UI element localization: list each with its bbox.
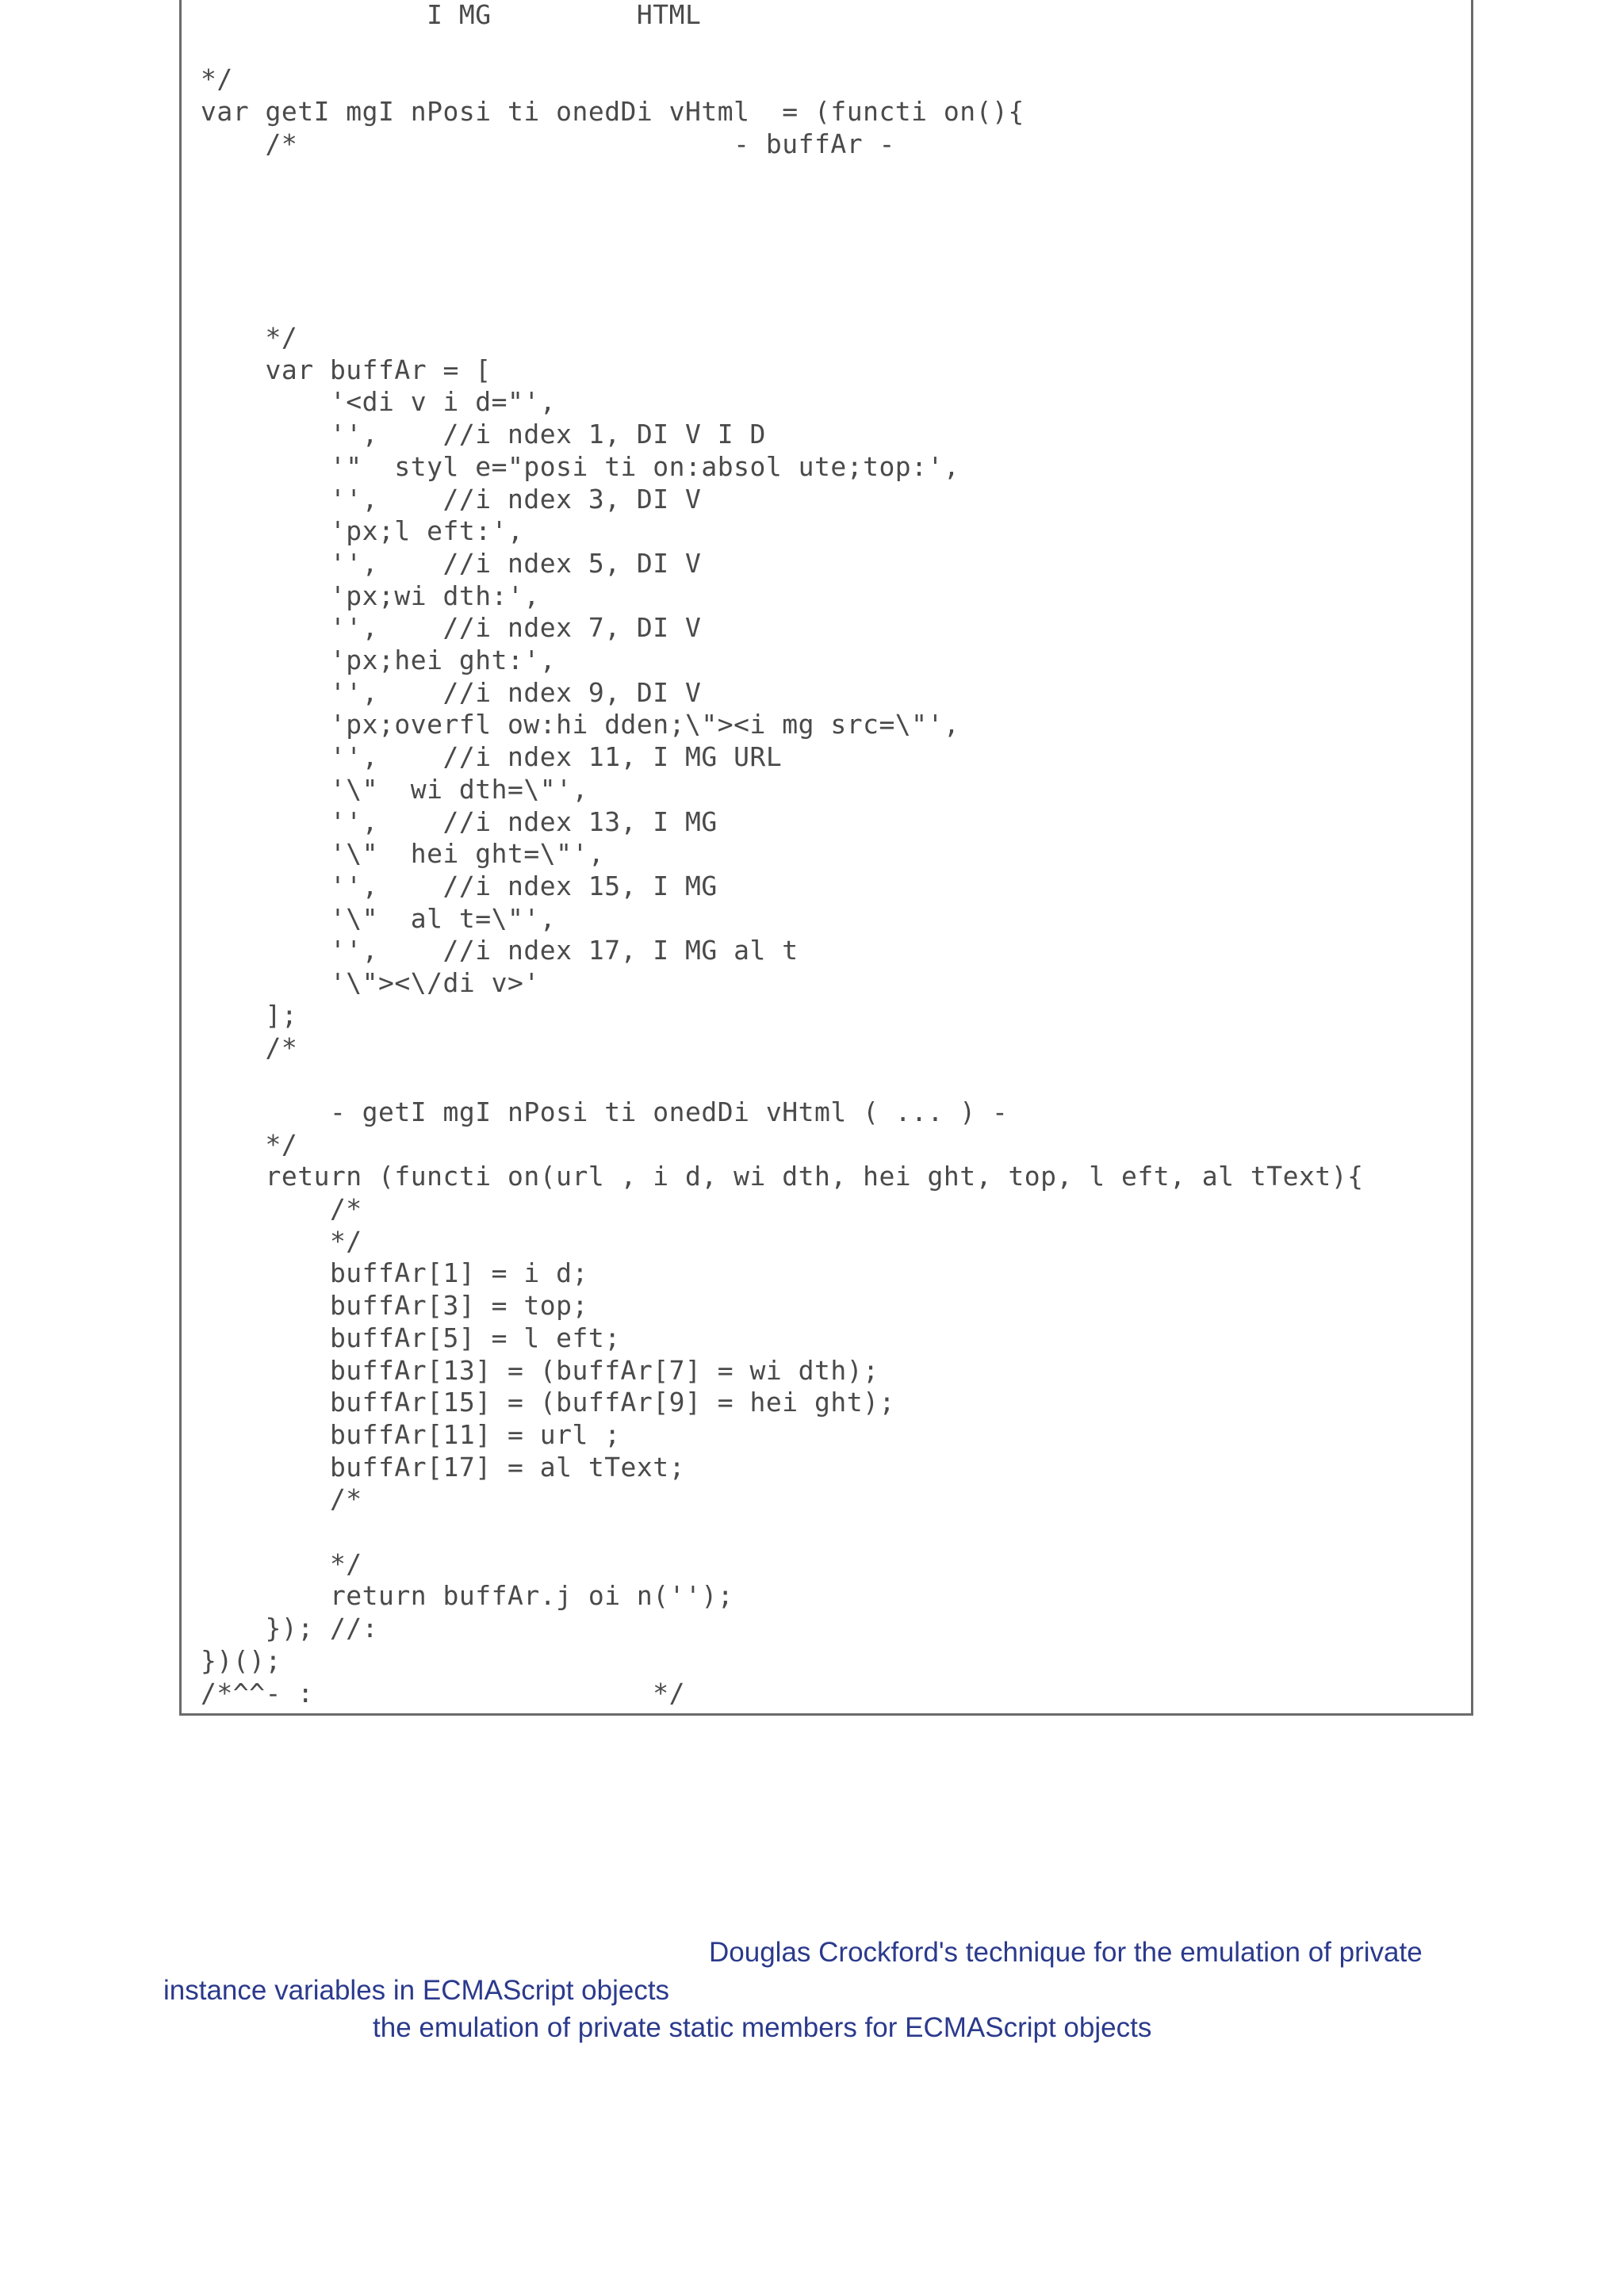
code-line: 'px;hei ght:', <box>201 645 557 676</box>
code-line: buffAr[17] = al tText; <box>201 1451 686 1483</box>
code-line: '\" al t=\"', <box>201 902 557 934</box>
code-line: 'px;wi dth:', <box>201 580 540 611</box>
code-line: }); //: <box>201 1613 379 1644</box>
code-line: '\" hei ght=\"', <box>201 838 605 870</box>
code-line: '<di v i d="', <box>201 386 557 418</box>
code-line: buffAr[11] = url ; <box>201 1418 621 1450</box>
code-line: '', //i ndex 9, DI V <box>201 676 702 708</box>
code-line: '" styl e="posi ti on:absol ute;top:', <box>201 450 960 482</box>
code-line: ]; <box>201 999 298 1031</box>
code-line: I MG HTML <box>201 0 702 30</box>
code-line: return (functi on(url , i d, wi dth, hei ght, top, l eft, al tText){ <box>201 1161 1364 1192</box>
code-line: */ <box>201 1548 362 1579</box>
code-line: '', //i ndex 13, I MG <box>201 806 718 837</box>
code-line: '', //i ndex 3, DI V <box>201 483 702 515</box>
code-line: '\"><\/di v>' <box>201 967 540 999</box>
code-line: /*^^- : */ <box>201 1677 686 1709</box>
code-line: - getI mgI nPosi ti onedDi vHtml ( ... ) - <box>201 1096 1009 1127</box>
code-line: })(); <box>201 1644 282 1676</box>
code-line: 'px;l eft:', <box>201 515 524 547</box>
link-crockford-private-instance-variables[interactable]: Douglas Crockford's technique for the emulation of private <box>709 1937 1423 1968</box>
code-line: buffAr[3] = top; <box>201 1290 588 1322</box>
code-line: buffAr[13] = (buffAr[7] = wi dth); <box>201 1354 879 1386</box>
code-line: buffAr[5] = l eft; <box>201 1322 621 1353</box>
link-crockford-private-instance-variables-continued[interactable]: instance variables in ECMAScript objects <box>163 1975 670 2006</box>
code-line: var getI mgI nPosi ti onedDi vHtml = (functi on(){ <box>201 96 1025 128</box>
code-line: /* - buffAr - <box>201 128 895 159</box>
code-line: */ <box>201 1128 298 1160</box>
code-line: */ <box>201 1225 362 1257</box>
code-line: /* <box>201 1031 298 1063</box>
code-line: '', //i ndex 17, I MG al t <box>201 935 799 966</box>
code-line: /* <box>201 1193 362 1225</box>
code-line: '', //i ndex 5, DI V <box>201 547 702 579</box>
code-line: '', //i ndex 11, I MG URL <box>201 741 783 773</box>
code-line: '', //i ndex 1, DI V I D <box>201 419 766 450</box>
code-line: */ <box>201 322 298 354</box>
code-line: /* <box>201 1483 362 1515</box>
code-line: '\" wi dth=\"', <box>201 773 588 805</box>
code-line: buffAr[1] = i d; <box>201 1257 588 1289</box>
code-line: buffAr[15] = (buffAr[9] = hei ght); <box>201 1387 895 1418</box>
code-line: */ <box>201 63 233 95</box>
link-private-static-members[interactable]: the emulation of private static members for ECMAScript objects <box>373 2012 1152 2043</box>
code-line: return buffAr.j oi n(''); <box>201 1580 734 1612</box>
code-line: '', //i ndex 7, DI V <box>201 612 702 644</box>
code-line: '', //i ndex 15, I MG <box>201 870 718 901</box>
code-line: var buffAr = [ <box>201 354 492 385</box>
code-line: 'px;overfl ow:hi dden;\"><i mg src=\"', <box>201 709 960 740</box>
